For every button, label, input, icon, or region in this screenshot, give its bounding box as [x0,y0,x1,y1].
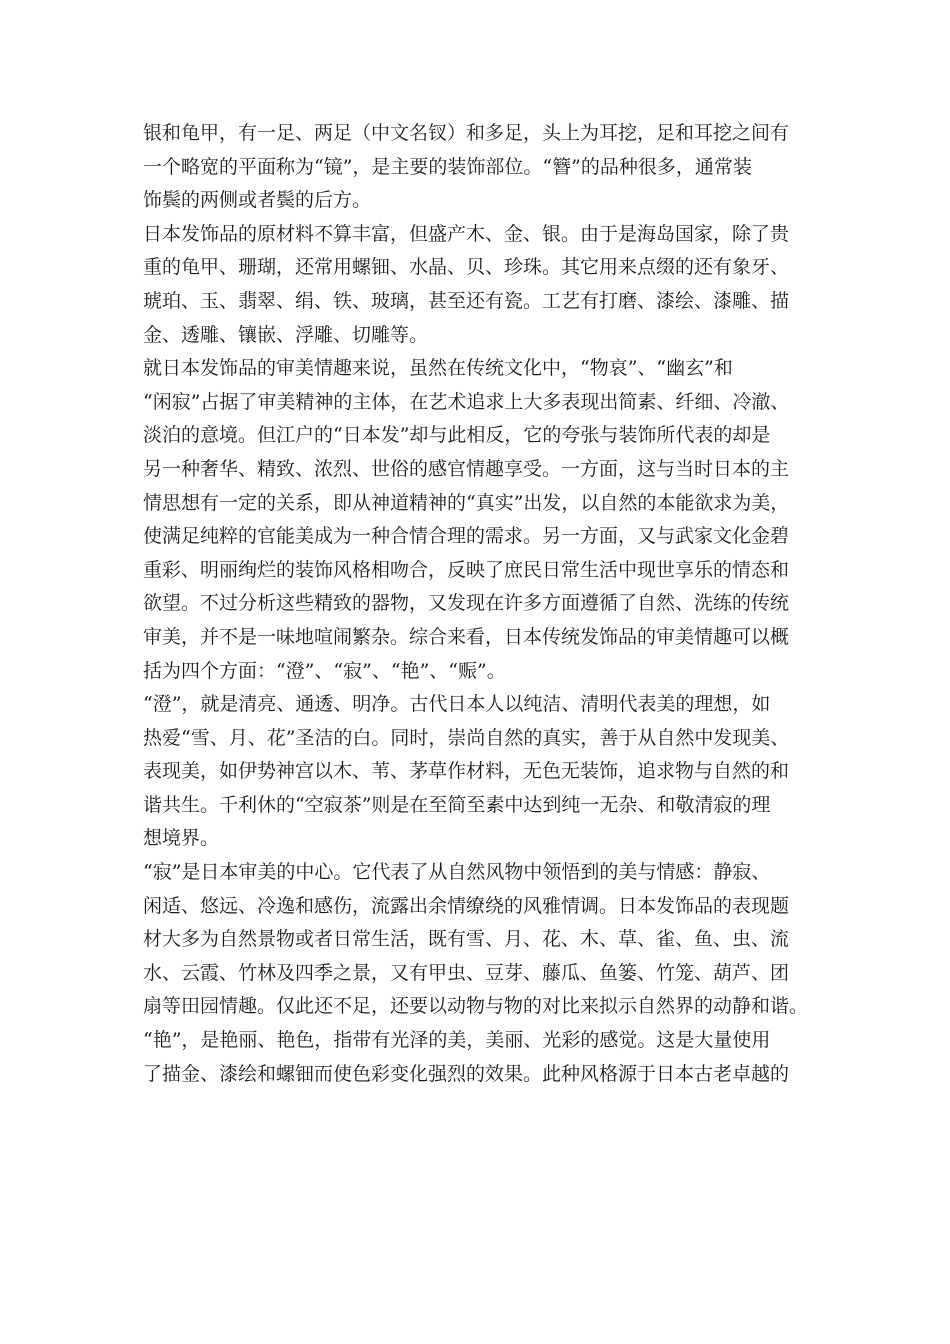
text-line: “澄”，就是清亮、通透、明净。古代日本人以纯洁、清明代表美的理想，如 [143,693,771,716]
text-line: 热爱“雪、月、花”圣洁的白。同时，崇尚自然的真实，善于从自然中发现美、 [143,726,790,749]
text-line: 表现美，如伊势神宫以木、苇、茅草作材料，无色无装饰，追求物与自然的和 [143,760,790,783]
text-line: 另一种奢华、精致、浓烈、世俗的感官情趣享受。一方面，这与当时日本的主 [143,457,790,480]
text-line: 一个略宽的平面称为“镜”，是主要的装饰部位。“簪”的品种很多，通常装 [143,155,752,178]
text-line: 了描金、漆绘和螺钿而使色彩变化强烈的效果。此种风格源于日本古老卓越的 [143,1062,790,1085]
text-line: 重彩、明丽绚烂的装饰风格相吻合，反映了庶民日常生活中现世享乐的情态和 [143,558,790,581]
text-line: 淡泊的意境。但江户的“日本发”却与此相反，它的夸张与装饰所代表的却是 [143,424,771,447]
text-line: 想境界。 [143,827,220,850]
text-line: 闲适、悠远、冷逸和感伤，流露出余情缭绕的风雅情调。日本发饰品的表现题 [143,894,790,917]
text-line: “闲寂”占据了审美精神的主体，在艺术追求上大多表现出简素、纤细、冷澈、 [143,390,790,413]
text-line: 欲望。不过分析这些精致的器物，又发现在许多方面遵循了自然、洗练的传统 [143,592,790,615]
text-line: 琥珀、玉、翡翠、绢、铁、玻璃，甚至还有瓷。工艺有打磨、漆绘、漆雕、描 [143,289,790,312]
text-line: 银和龟甲，有一足、两足（中文名钗）和多足，头上为耳挖，足和耳挖之间有 [143,122,790,144]
text-line: 使满足纯粹的官能美成为一种合情合理的需求。另一方面，又与武家文化金碧 [143,525,790,548]
text-line: 扇等田园情趣。仅此还不足，还要以动物与物的对比来拟示自然界的动静和谐。 [143,995,809,1018]
text-line: 情思想有一定的关系，即从神道精神的“真实”出发，以自然的本能欲求为美， [143,491,790,514]
text-line: 金、透雕、镶嵌、浮雕、切雕等。 [143,323,429,346]
text-line: “寂”是日本审美的中心。它代表了从自然风物中领悟到的美与情感：静寂、 [143,861,771,884]
text-line: 饰鬓的两侧或者鬓的后方。 [143,189,372,212]
text-line: “艳”，是艳丽、艳色，指带有光泽的美，美丽、光彩的感觉。这是大量使用 [143,1029,771,1052]
text-line: 水、云霞、竹林及四季之景，又有甲虫、豆芽、藤瓜、鱼篓、竹笼、葫芦、团 [143,961,790,984]
text-line: 日本发饰品的原材料不算丰富，但盛产木、金、银。由于是海岛国家，除了贵 [143,222,790,245]
document-body [143,117,823,1091]
text-line: 就日本发饰品的审美情趣来说，虽然在传统文化中，“物哀”、“幽玄”和 [143,357,733,380]
text-line: 重的龟甲、珊瑚，还常用螺钿、水晶、贝、珍珠。其它用来点缀的还有象牙、 [143,256,790,279]
text-line: 谐共生。千利休的“空寂茶”则是在至简至素中达到纯一无杂、和敬清寂的理 [143,793,771,816]
text-line: 审美，并不是一味地喧闹繁杂。综合来看，日本传统发饰品的审美情趣可以概 [143,625,790,648]
text-line: 材大多为自然景物或者日常生活，既有雪、月、花、木、草、雀、鱼、虫、流 [143,928,790,951]
text-line: 括为四个方面：“澄”、“寂”、“艳”、“赈”。 [143,659,506,682]
